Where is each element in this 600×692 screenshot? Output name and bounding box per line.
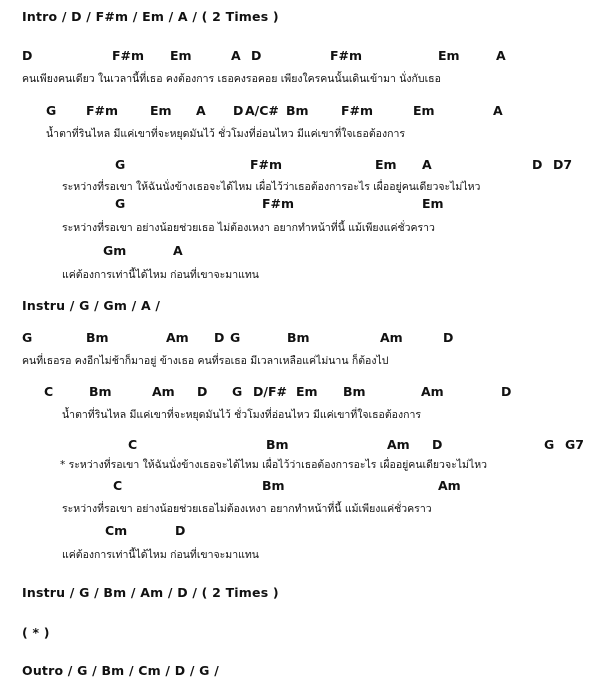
chord: Am bbox=[438, 478, 461, 493]
lyric-line: น้ำตาที่รินไหล มีแค่เขาที่จะหยุดมันไว้ ชั่วโมงที่อ่อนไหว มีแค่เขาที่ใจเธอต้องการ bbox=[62, 409, 421, 421]
chord: Am bbox=[152, 384, 175, 399]
chord: Bm bbox=[86, 330, 109, 345]
chord: Gm bbox=[103, 243, 127, 258]
chord: F#m bbox=[330, 48, 363, 63]
chord: Am bbox=[380, 330, 403, 345]
chord: Bm bbox=[287, 330, 310, 345]
lyric-line: แค่ต้องการเท่านี้ได้ไหม ก่อนที่เขาจะมาแทน bbox=[62, 549, 259, 561]
chord: D bbox=[22, 48, 33, 63]
chord: F#m bbox=[112, 48, 145, 63]
lyric-line: ระหว่างที่รอเขา อย่างน้อยช่วยเธอ ไม่ต้องเหงา อยากทำหน้าที่นี้ แม้เพียงแค่ชั่วคราว bbox=[62, 222, 435, 234]
chord: F#m bbox=[341, 103, 374, 118]
chord: Em bbox=[438, 48, 460, 63]
chord: D bbox=[233, 103, 244, 118]
chord: D bbox=[532, 157, 543, 172]
chord: A/C# bbox=[245, 103, 279, 118]
chord: Em bbox=[413, 103, 435, 118]
intro-heading: Intro / D / F#m / Em / A / ( 2 Times ) bbox=[22, 9, 279, 24]
chord: C bbox=[128, 437, 138, 452]
chord: Am bbox=[387, 437, 410, 452]
chord: D/F# bbox=[253, 384, 287, 399]
chord: Em bbox=[296, 384, 318, 399]
chord: F#m bbox=[86, 103, 119, 118]
chord: C bbox=[44, 384, 54, 399]
chord: A bbox=[231, 48, 241, 63]
chord: A bbox=[496, 48, 506, 63]
chord: Bm bbox=[89, 384, 112, 399]
lyric-line: แค่ต้องการเท่านี้ได้ไหม ก่อนที่เขาจะมาแทน bbox=[62, 269, 259, 281]
chord: Bm bbox=[266, 437, 289, 452]
chord: Em bbox=[150, 103, 172, 118]
chord: Bm bbox=[286, 103, 309, 118]
chord: D bbox=[175, 523, 186, 538]
lyric-line: ระหว่างที่รอเขา ให้ฉันนั่งข้างเธอจะได้ไหม เผื่อไว้ว่าเธอต้องการอะไร เผื่ออยู่คนเดียวจะไม่ไหว bbox=[62, 181, 481, 193]
chord: D bbox=[432, 437, 443, 452]
chord: D bbox=[197, 384, 208, 399]
chord: G bbox=[22, 330, 33, 345]
chord: G bbox=[115, 196, 126, 211]
lyric-line: * ระหว่างที่รอเขา ให้ฉันนั่งข้างเธอจะได้ไหม เผื่อไว้ว่าเธอต้องการอะไร เผื่ออยู่คนเดียวจะไม่ไหว bbox=[60, 459, 488, 471]
chord: Em bbox=[375, 157, 397, 172]
chord: G7 bbox=[565, 437, 584, 452]
chord: Am bbox=[421, 384, 444, 399]
chord: D bbox=[214, 330, 225, 345]
outro-heading: Outro / G / Bm / Cm / D / G / bbox=[22, 663, 219, 678]
chord: Em bbox=[170, 48, 192, 63]
chord: D bbox=[443, 330, 454, 345]
lyric-line: ระหว่างที่รอเขา อย่างน้อยช่วยเธอไม่ต้องเหงา อยากทำหน้าที่นี้ แม้เพียงแค่ชั่วคราว bbox=[62, 503, 432, 515]
chord: F#m bbox=[262, 196, 295, 211]
lyric-line: คนที่เธอรอ คงอีกไม่ช้าก็มาอยู่ ข้างเธอ คนที่รอเธอ มีเวลาเหลือแค่ไม่นาน ก็ต้องไป bbox=[22, 355, 389, 367]
chord: Bm bbox=[262, 478, 285, 493]
chord: Cm bbox=[105, 523, 128, 538]
chord: A bbox=[173, 243, 183, 258]
chord: F#m bbox=[250, 157, 283, 172]
chord: A bbox=[422, 157, 432, 172]
chord: D7 bbox=[553, 157, 573, 172]
lyric-line: น้ำตาที่รินไหล มีแค่เขาที่จะหยุดมันไว้ ชั่วโมงที่อ่อนไหว มีแค่เขาที่ใจเธอต้องการ bbox=[46, 128, 405, 140]
chord: D bbox=[251, 48, 262, 63]
lyric-line: คนเพียงคนเดียว ในเวลานี้ที่เธอ คงต้องการ เธอคงรอคอย เพียงใครคนนั้นเดินเข้ามา นั่งกับเธอ bbox=[22, 73, 441, 85]
chord: A bbox=[196, 103, 206, 118]
chord: G bbox=[115, 157, 126, 172]
chord: G bbox=[230, 330, 241, 345]
instru-heading-2: Instru / G / Bm / Am / D / ( 2 Times ) bbox=[22, 585, 279, 600]
chord: Am bbox=[166, 330, 189, 345]
chord: C bbox=[113, 478, 123, 493]
chord: G bbox=[232, 384, 243, 399]
repeat-marker: ( * ) bbox=[22, 625, 50, 640]
chord: D bbox=[501, 384, 512, 399]
chord: Bm bbox=[343, 384, 366, 399]
chord: G bbox=[46, 103, 57, 118]
chord: G bbox=[544, 437, 555, 452]
instru-heading-1: Instru / G / Gm / A / bbox=[22, 298, 161, 313]
chord: A bbox=[493, 103, 503, 118]
chord: Em bbox=[422, 196, 444, 211]
